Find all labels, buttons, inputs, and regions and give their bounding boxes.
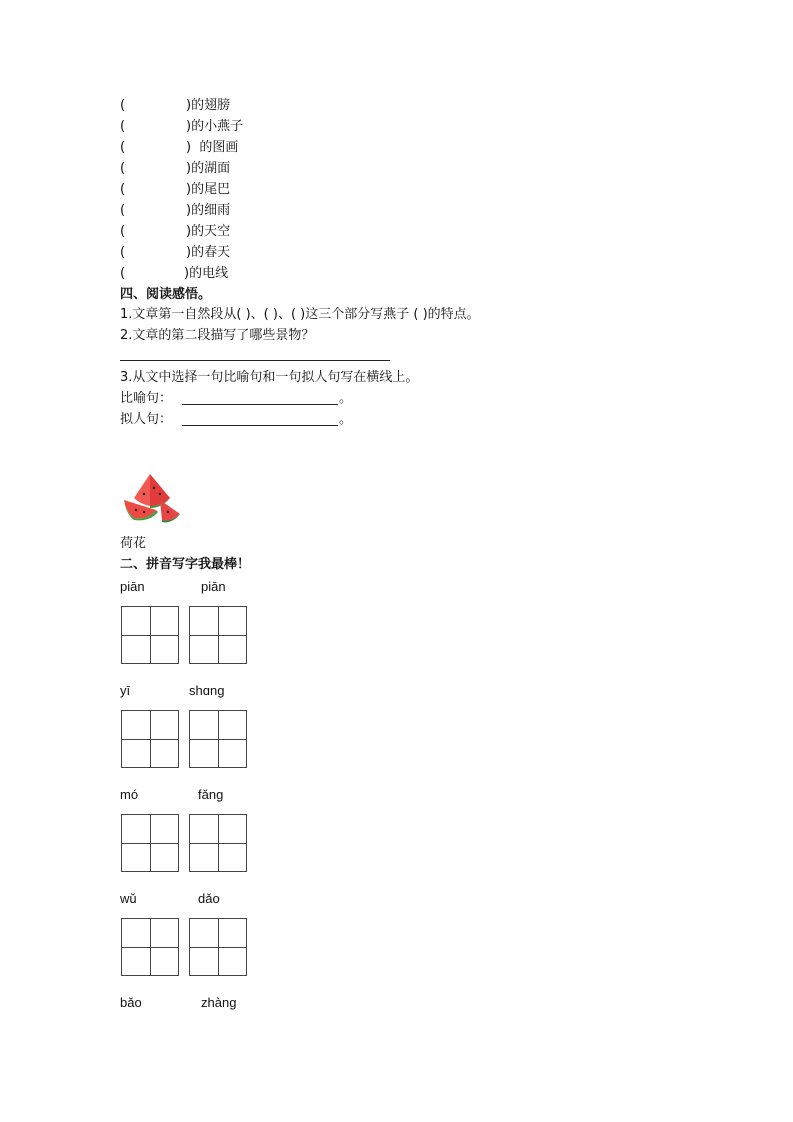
pinyin-4-left: wǔ: [120, 891, 137, 906]
pinyin-3-left: mó: [120, 787, 139, 802]
question-3: 3.从文中选择一句比喻句和一句拟人句写在横线上。: [120, 370, 419, 385]
simile-answer-line[interactable]: [182, 404, 338, 405]
personification-period: 。: [339, 412, 353, 427]
pinyin-5-left: bǎo: [120, 995, 142, 1010]
section2-heading: 二、拼音写字我最棒！: [120, 557, 251, 572]
writing-grid-1b[interactable]: [189, 606, 247, 664]
pinyin-5-right: zhàng: [201, 995, 237, 1010]
personification-label: 拟人句：: [120, 412, 173, 427]
section4-heading: 四、阅读感悟。: [120, 287, 212, 302]
writing-grid-4a[interactable]: [121, 918, 179, 976]
writing-grid-1a[interactable]: [121, 606, 179, 664]
writing-grid-2b[interactable]: [189, 710, 247, 768]
pinyin-4-right: dǎo: [198, 891, 220, 906]
watermelon-icon: [120, 470, 184, 526]
pinyin-2-right: shɑng: [189, 683, 225, 698]
writing-grid-2a[interactable]: [121, 710, 179, 768]
answer-line-2[interactable]: [120, 360, 390, 361]
lesson-title: 荷花: [120, 536, 147, 551]
pinyin-1-right: piān: [201, 579, 226, 594]
simile-period: 。: [339, 391, 353, 406]
pinyin-1-left: piān: [120, 579, 145, 594]
writing-grid-4b[interactable]: [189, 918, 247, 976]
pinyin-2-left: yī: [120, 683, 131, 698]
pinyin-3-right: fǎng: [198, 787, 224, 802]
question-1: 1.文章第一自然段从( )、( )、( )这三个部分写燕子 ( )的特点。: [120, 307, 480, 322]
writing-grid-3b[interactable]: [189, 814, 247, 872]
question-2: 2.文章的第二段描写了哪些景物？: [120, 328, 315, 343]
writing-grid-3a[interactable]: [121, 814, 179, 872]
simile-label: 比喻句：: [120, 391, 173, 406]
personification-answer-line[interactable]: [182, 425, 338, 426]
